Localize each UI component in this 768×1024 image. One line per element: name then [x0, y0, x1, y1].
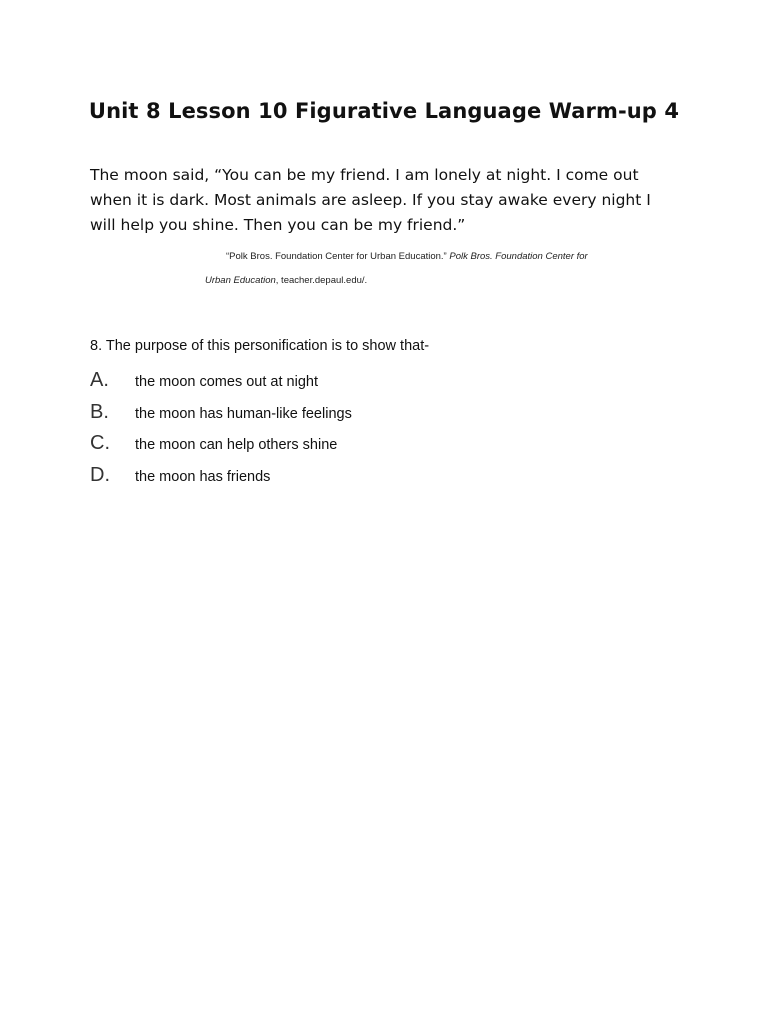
- option-text: the moon comes out at night: [135, 374, 318, 390]
- answer-option-b[interactable]: [90, 398, 590, 430]
- page-title: Unit 8 Lesson 10 Figurative Language Warm-up 4: [88, 99, 680, 123]
- passage-line: will help you shine. Then you can be my friend.”: [90, 216, 466, 234]
- option-text: the moon has human-like feelings: [135, 405, 352, 422]
- option-letter: C.: [90, 432, 110, 455]
- citation-title-cont: Urban Education: [205, 275, 276, 286]
- option-text: the moon has friends: [135, 469, 271, 486]
- question-prompt: 8. The purpose of this personification is to show that-: [90, 338, 430, 354]
- answer-option-a[interactable]: [90, 366, 590, 398]
- answer-option-d[interactable]: [90, 461, 590, 493]
- option-letter: D.: [90, 464, 110, 487]
- option-letter: A.: [90, 369, 109, 391]
- citation-line: [205, 245, 665, 269]
- answer-option-c[interactable]: [90, 429, 590, 461]
- citation-title: Polk Bros. Foundation Center for: [449, 251, 588, 262]
- passage-line: The moon said, “You can be my friend. I am lonely at night. I come out: [90, 166, 639, 184]
- citation-source: “Polk Bros. Foundation Center for Urban Education.”: [226, 251, 450, 262]
- option-text: the moon can help others shine: [135, 437, 338, 454]
- citation-line: [205, 269, 665, 293]
- citation: [205, 245, 665, 293]
- passage-text: [90, 163, 690, 238]
- citation-url: , teacher.depaul.edu/.: [275, 275, 368, 286]
- option-letter: B.: [90, 400, 109, 423]
- answer-options: [90, 366, 590, 493]
- passage-line: when it is dark. Most animals are asleep. If you stay awake every night I: [90, 191, 651, 209]
